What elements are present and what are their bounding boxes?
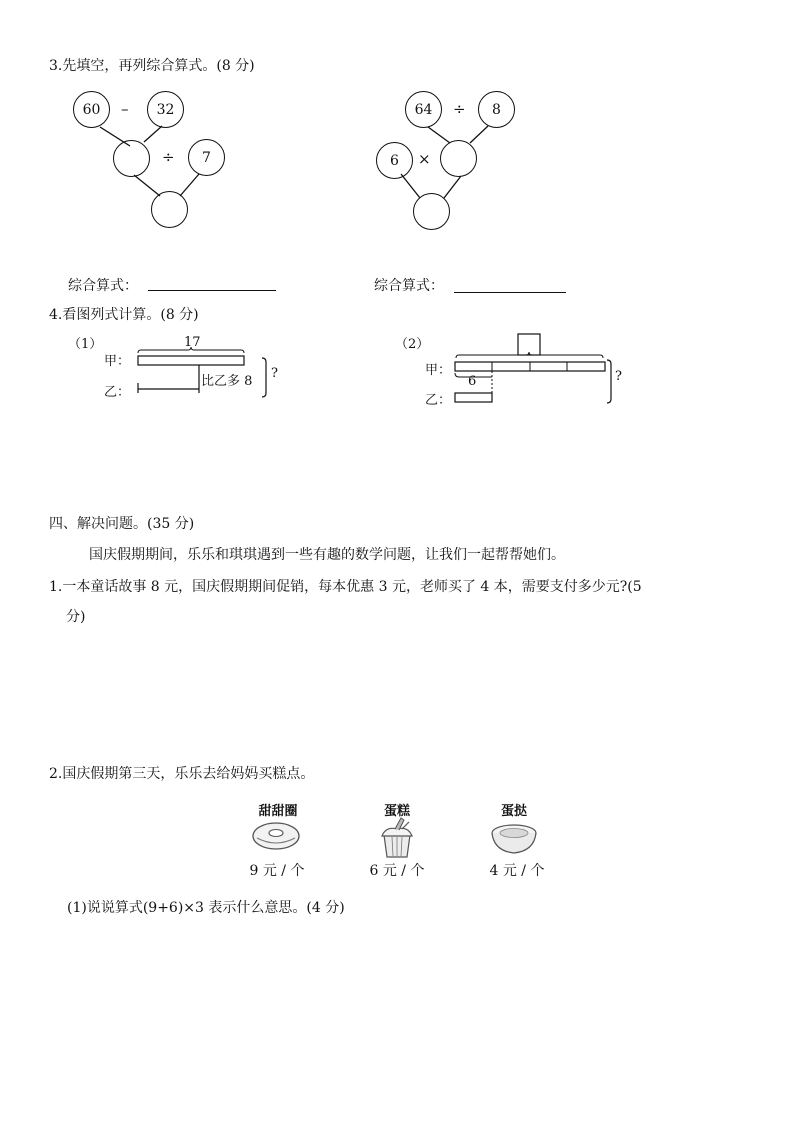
- item-name-cake: 蛋糕: [383, 804, 410, 819]
- divide-operator: ÷: [453, 100, 466, 118]
- section4-title: 四、解决问题。(35 分): [49, 516, 195, 532]
- circle-32: 32: [147, 91, 184, 128]
- egg-tart-icon: [492, 825, 536, 853]
- section4-intro: 国庆假期期间，乐乐和琪琪遇到一些有趣的数学问题，让我们一起帮帮她们。: [89, 547, 565, 563]
- circle-64: 64: [405, 91, 442, 128]
- total-label: 17: [184, 335, 201, 350]
- item-name-egg-tart: 蛋挞: [500, 804, 527, 819]
- question-mark-1: ?: [271, 366, 278, 381]
- problem1-text: 1.一本童话故事 8 元，国庆假期期间促销，每本优惠 3 元，老师买了 4 本，需要支付多少元?(5: [49, 579, 642, 595]
- q3-title: 3.先填空，再列综合算式。(8 分): [49, 58, 255, 74]
- jia-label: 甲：: [425, 363, 452, 378]
- yi-label: 乙：: [425, 393, 452, 408]
- circle-8: 8: [478, 91, 515, 128]
- price-egg-tart: 4 元 / 个: [489, 863, 545, 879]
- q4-part1-label: （1）: [68, 337, 103, 352]
- question-mark-2: ?: [615, 369, 622, 384]
- circle-60: 60: [73, 91, 110, 128]
- circle-7: 7: [188, 139, 225, 176]
- yi-label: 乙：: [104, 385, 131, 400]
- divide-operator: ÷: [162, 148, 175, 166]
- price-cake: 6 元 / 个: [369, 863, 425, 879]
- q4-title: 4.看图列式计算。(8 分): [49, 307, 199, 323]
- q4-part2-label: （2）: [395, 337, 430, 352]
- formula-label-right: 综合算式：: [374, 278, 444, 294]
- problem2-title: 2.国庆假期第三天，乐乐去给妈妈买糕点。: [49, 766, 315, 782]
- times-operator: ×: [418, 150, 431, 168]
- donut-icon: [253, 823, 299, 849]
- jia-label: 甲：: [104, 354, 131, 369]
- diff-label: 比乙多 8: [201, 374, 253, 389]
- formula-label-left: 综合算式：: [68, 278, 138, 294]
- problem2-sub1: (1)说说算式(9+6)×3 表示什么意思。(4 分): [67, 900, 345, 916]
- cupcake-icon: [382, 818, 412, 857]
- item-name-donut: 甜甜圈: [258, 804, 298, 819]
- circle-6: 6: [376, 142, 413, 179]
- minus-operator: –: [121, 100, 129, 118]
- segment-6-label: 6: [468, 374, 477, 389]
- problem1-text-cont: 分): [66, 609, 86, 625]
- price-donut: 9 元 / 个: [249, 863, 305, 879]
